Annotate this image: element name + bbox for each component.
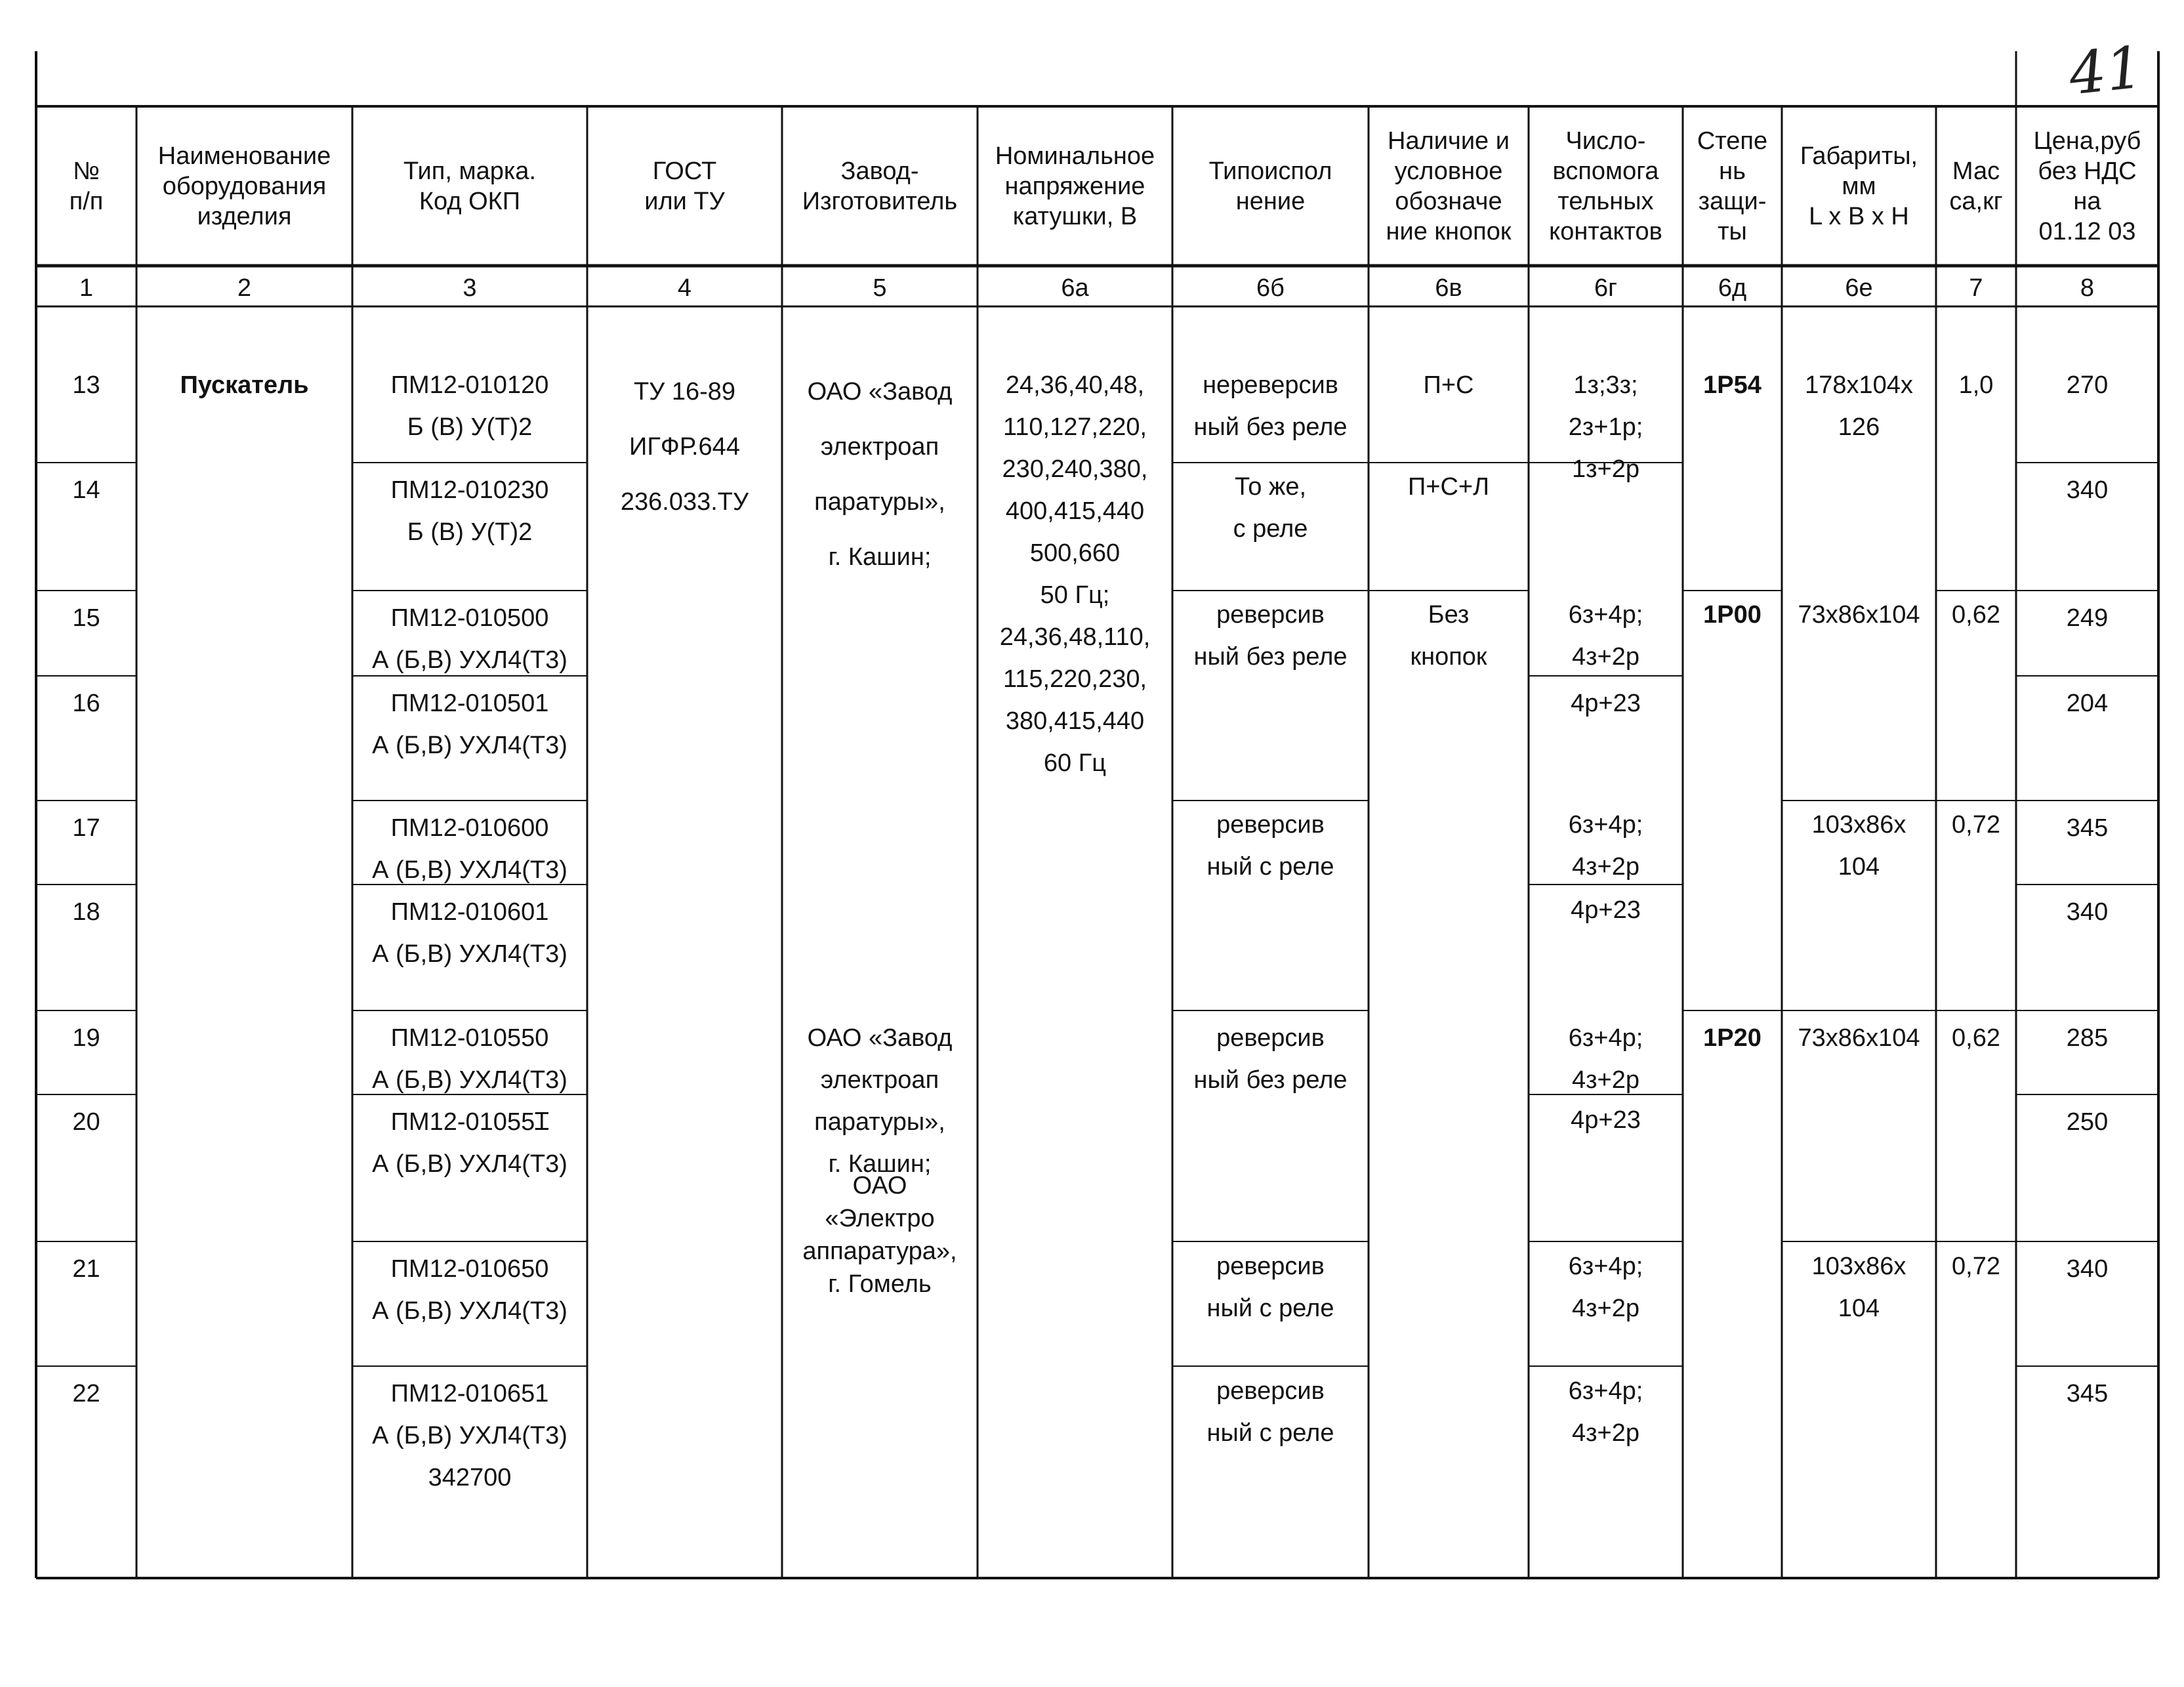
contacts-cell: 1з;3з; 2з+1р; 1з+2р (1568, 371, 1643, 483)
design-cell: реверсив ный с реле (1206, 1253, 1334, 1322)
column-number: 6а (1061, 274, 1089, 302)
column-number: 3 (463, 274, 477, 302)
manufacturer-cell: ОАО «Завод электроап паратуры», г. Кашин; (807, 378, 953, 571)
column-number: 6б (1256, 274, 1285, 302)
price-cell: 340 (2066, 476, 2109, 504)
voltage-cell: 24,36,40,48, 110,127,220, 230,240,380, 400,415,440 500,660 50 Гц; 24,36,48,110, 115,220,230, 380,415,440 60 Гц (999, 371, 1151, 777)
column-number: 2 (237, 274, 252, 302)
type-cell: ПМ12-010601 А (Б,В) УХЛ4(Т3) (372, 898, 567, 968)
header-col-8: Наличие и условное обозначе ние кнопок (1386, 127, 1512, 245)
type-cell: ПМ12-010600 А (Б,В) УХЛ4(Т3) (372, 814, 567, 884)
dimensions-cell: 103х86х 104 (1811, 811, 1906, 881)
column-number: 6е (1845, 274, 1873, 302)
mass-cell: 0,72 (1952, 1253, 2000, 1280)
equipment-name: Пускатель (180, 371, 309, 399)
manufacturer-cell-extra: ОАО «Электро аппаратура», г. Гомель (802, 1172, 957, 1298)
buttons-cell: Без кнопок (1410, 601, 1487, 671)
price-cell: 285 (2066, 1024, 2109, 1052)
header-col-11: Габариты, мм L x B x H (1800, 142, 1918, 230)
price-cell: 345 (2066, 1380, 2109, 1407)
price-cell: 340 (2066, 898, 2109, 926)
manufacturer-cell: ОАО «Завод электроап паратуры», г. Кашин; (807, 1024, 953, 1178)
header-col-9: Число- вспомога тельных контактов (1549, 127, 1662, 245)
header-col-7: Типоиспол нение (1208, 157, 1332, 215)
type-cell: ПМ12-010120 Б (В) У(Т)2 (390, 371, 549, 441)
type-cell: ПМ12-010651 А (Б,В) УХЛ4(Т3) 342700 (372, 1380, 567, 1491)
header-col-3: Тип, марка. Код ОКП (403, 157, 537, 215)
contacts-cell: 6з+4р; 4з+2р (1568, 811, 1643, 881)
header-col-13: Цена,руб без НДС на 01.12 03 (2033, 127, 2141, 245)
price-cell: 204 (2066, 690, 2109, 717)
buttons-cell: П+С+Л (1407, 473, 1490, 501)
row-number: 16 (72, 690, 100, 717)
header-col-10: Степе нь защи- ты (1697, 127, 1768, 245)
price-cell: 340 (2066, 1255, 2109, 1283)
row-number: 13 (72, 371, 100, 399)
row-number: 14 (72, 476, 100, 504)
gost-cell: ТУ 16-89 ИГФР.644 236.033.ТУ (620, 378, 749, 516)
type-cell: ПМ12-01055Ɪ А (Б,В) УХЛ4(Т3) (372, 1108, 567, 1178)
contacts-cell: 4р+23 (1571, 690, 1641, 717)
mass-cell: 0,62 (1952, 1024, 2000, 1052)
design-cell: То же, с реле (1233, 473, 1308, 543)
column-number: 5 (873, 274, 887, 302)
design-cell: реверсив ный без реле (1193, 1024, 1348, 1094)
price-cell: 250 (2066, 1108, 2109, 1136)
column-number: 7 (1969, 274, 1983, 302)
column-number: 6д (1718, 274, 1747, 302)
header-col-12: Мас са,кг (1949, 157, 2003, 215)
column-number: 1 (79, 274, 94, 302)
design-cell: реверсив ный с реле (1206, 1377, 1334, 1447)
dimensions-cell: 73x86x104 (1798, 1024, 1920, 1052)
row-number: 15 (72, 604, 100, 632)
price-cell: 249 (2066, 604, 2109, 632)
type-cell: ПМ12-010550 А (Б,В) УХЛ4(Т3) (372, 1024, 567, 1094)
type-cell: ПМ12-010501 А (Б,В) УХЛ4(Т3) (372, 690, 567, 759)
row-number: 19 (72, 1024, 100, 1052)
contacts-cell: 6з+4р; 4з+2р (1568, 601, 1643, 671)
protection-cell: 1Р00 (1703, 601, 1762, 629)
contacts-cell: 6з+4р; 4з+2р (1568, 1377, 1643, 1447)
header-col-5: Завод- Изготовитель (802, 157, 958, 215)
design-cell: реверсив ный без реле (1193, 601, 1348, 671)
protection-cell: 1Р54 (1703, 371, 1762, 399)
header-col-6: Номинальное напряжение катушки, В (995, 142, 1155, 230)
row-number: 20 (72, 1108, 100, 1136)
row-number: 21 (72, 1255, 100, 1283)
mass-cell: 1,0 (1958, 371, 1994, 399)
type-cell: ПМ12-010650 А (Б,В) УХЛ4(Т3) (372, 1255, 567, 1325)
protection-cell: 1Р20 (1703, 1024, 1762, 1052)
contacts-cell: 4р+23 (1571, 896, 1641, 924)
mass-cell: 0,62 (1952, 601, 2000, 629)
row-number: 18 (72, 898, 100, 926)
column-number: 8 (2080, 274, 2095, 302)
header-col-4: ГОСТ или ТУ (644, 157, 725, 215)
price-cell: 270 (2066, 371, 2109, 399)
column-number: 6в (1435, 274, 1462, 302)
header-col-2: Наименование оборудования изделия (157, 142, 331, 230)
contacts-cell: 6з+4р; 4з+2р (1568, 1024, 1643, 1094)
buttons-cell: П+С (1423, 371, 1474, 399)
dimensions-cell: 73x86x104 (1798, 601, 1920, 629)
row-number: 17 (72, 814, 100, 842)
mass-cell: 0,72 (1952, 811, 2000, 839)
dimensions-cell: 103х86х 104 (1811, 1253, 1906, 1322)
page-number: 41 (2065, 33, 2147, 108)
dimensions-cell: 178х104х 126 (1805, 371, 1913, 441)
design-cell: нереверсив ный без реле (1193, 371, 1348, 441)
type-cell: ПМ12-010230 Б (В) У(Т)2 (390, 476, 549, 546)
type-cell: ПМ12-010500 А (Б,В) УХЛ4(Т3) (372, 604, 567, 674)
column-number: 4 (677, 274, 692, 302)
contacts-cell: 4р+23 (1571, 1106, 1641, 1134)
header-col-1: № п/п (69, 157, 104, 215)
contacts-cell: 6з+4р; 4з+2р (1568, 1253, 1643, 1322)
design-cell: реверсив ный с реле (1206, 811, 1334, 881)
column-number: 6г (1594, 274, 1617, 302)
row-number: 22 (72, 1380, 100, 1407)
price-cell: 345 (2066, 814, 2109, 842)
